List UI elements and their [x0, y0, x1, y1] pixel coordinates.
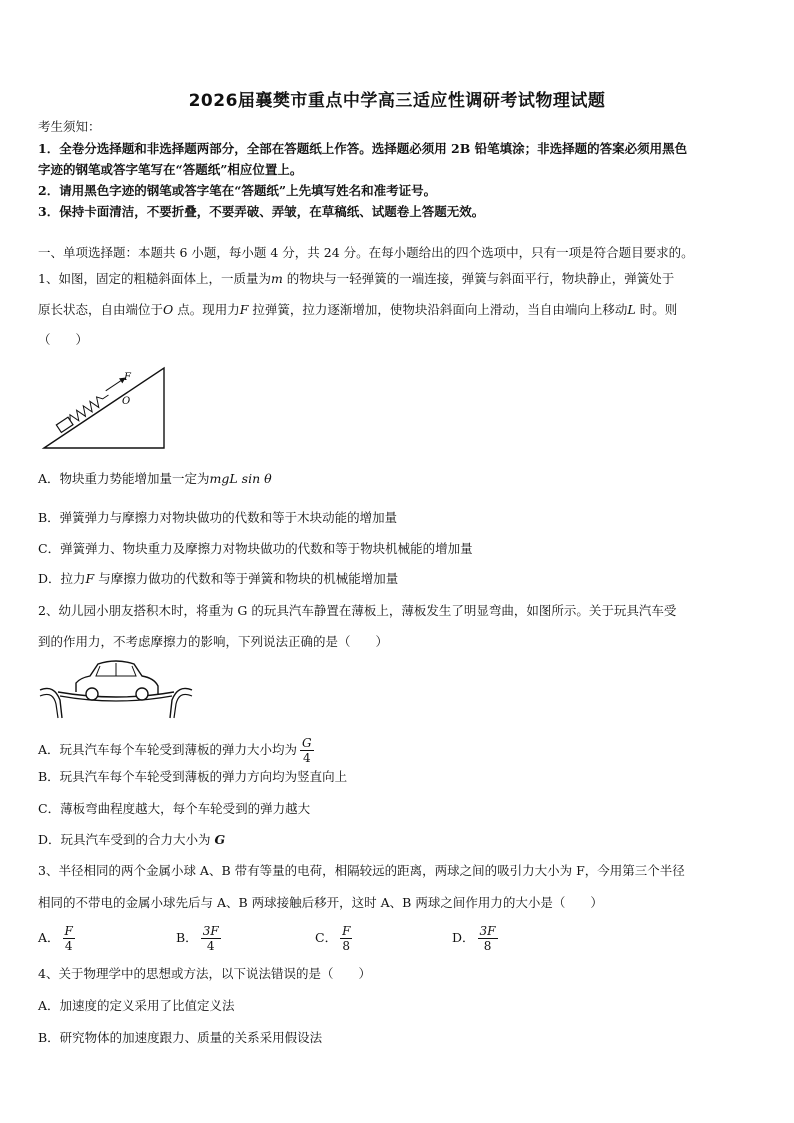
- notice-heading: 考生须知：: [38, 119, 101, 134]
- notice-item-1b: 字迹的钢笔或答字笔写在“答题纸”相应位置上。: [38, 162, 303, 177]
- q1-stem-line2: 原长状态，自由端位于O 点。现用力F 拉弹簧，拉力逐渐增加，使物块沿斜面向上滑动，当自由端向上移动L 时。则: [38, 302, 678, 317]
- fig-label-O: O: [122, 396, 131, 407]
- q2-option-d: D．玩具汽车受到的合力大小为 G: [38, 832, 226, 847]
- fig-label-F: F: [124, 372, 131, 383]
- q3-option-c: C． $\frac{F}{8}$: [315, 924, 351, 953]
- notice-item-2: 2．请用黑色字迹的钢笔或答字笔在“答题纸”上先填写姓名和准考证号。: [38, 183, 437, 198]
- q3-option-b: B． $\frac{3F}{4}$: [176, 924, 219, 953]
- notice-item-3: 3．保持卡面清洁，不要折叠，不要弄破、弄皱，在草稿纸、试题卷上答题无效。: [38, 204, 485, 219]
- notice-item-1a: 1．全卷分选择题和非选择题两部分，全部在答题纸上作答。选择题必须用 2B 铅笔填涂；非选择题的答案必须用黑色: [38, 141, 688, 156]
- q2-option-a: A．玩具汽车每个车轮受到薄板的弹力大小均为 $\frac{G}{4}$: [38, 736, 312, 765]
- q4-option-a: A．加速度的定义采用了比值定义法: [38, 998, 235, 1013]
- q1-answer-blank: （ ）: [38, 332, 89, 347]
- q4-stem: 4、关于物理学中的思想或方法，以下说法错误的是（ ）: [38, 966, 371, 981]
- q2-stem-line2: 到的作用力，不考虑摩擦力的影响，下列说法正确的是（ ）: [38, 634, 389, 649]
- q1-stem-line1: 1、如图，固定的粗糙斜面体上，一质量为m 的物块与一轻弹簧的一端连接，弹簧与斜面平行，物块静止，弹簧处于: [38, 271, 675, 286]
- q3-stem-line1: 3、半径相同的两个金属小球 A、B 带有等量的电荷，相隔较远的距离，两球之间的吸引力大小为 F，今用第三个半径: [38, 863, 685, 878]
- q2-option-c: C．薄板弯曲程度越大，每个车轮受到的弹力越大: [38, 801, 311, 816]
- q1-option-b: B．弹簧弹力与摩擦力对物块做功的代数和等于木块动能的增加量: [38, 510, 398, 525]
- q1-option-c: C．弹簧弹力、物块重力及摩擦力对物块做功的代数和等于物块机械能的增加量: [38, 541, 473, 556]
- incline-spring-figure: [40, 362, 170, 452]
- q1-option-a: A．物块重力势能增加量一定为mgL sin θ: [38, 471, 272, 486]
- q3-stem-line2: 相同的不带电的金属小球先后与 A、B 两球接触后移开，这时 A、B 两球之间作用力的大小是（ ）: [38, 895, 603, 910]
- section-heading: 一、单项选择题：本题共 6 小题，每小题 4 分，共 24 分。在每小题给出的四个选项中，只有一项是符合题目要求的。: [38, 245, 694, 260]
- q4-option-b: B．研究物体的加速度跟力、质量的关系采用假设法: [38, 1030, 323, 1045]
- q2-stem-line1: 2、幼儿园小朋友搭积木时，将重为 G 的玩具汽车静置在薄板上，薄板发生了明显弯曲，如图所示。关于玩具汽车受: [38, 603, 677, 618]
- q3-option-d: D． $\frac{3F}{8}$: [452, 924, 496, 953]
- toy-car-board-figure: [36, 656, 196, 720]
- q2-option-b: B．玩具汽车每个车轮受到薄板的弹力方向均为竖直向上: [38, 769, 348, 784]
- q3-option-a: A． $\frac{F}{4}$: [38, 924, 73, 953]
- q1-option-d: D．拉力F 与摩擦力做功的代数和等于弹簧和物块的机械能增加量: [38, 571, 399, 586]
- page-title: 2026届襄樊市重点中学高三适应性调研考试物理试题: [188, 91, 606, 111]
